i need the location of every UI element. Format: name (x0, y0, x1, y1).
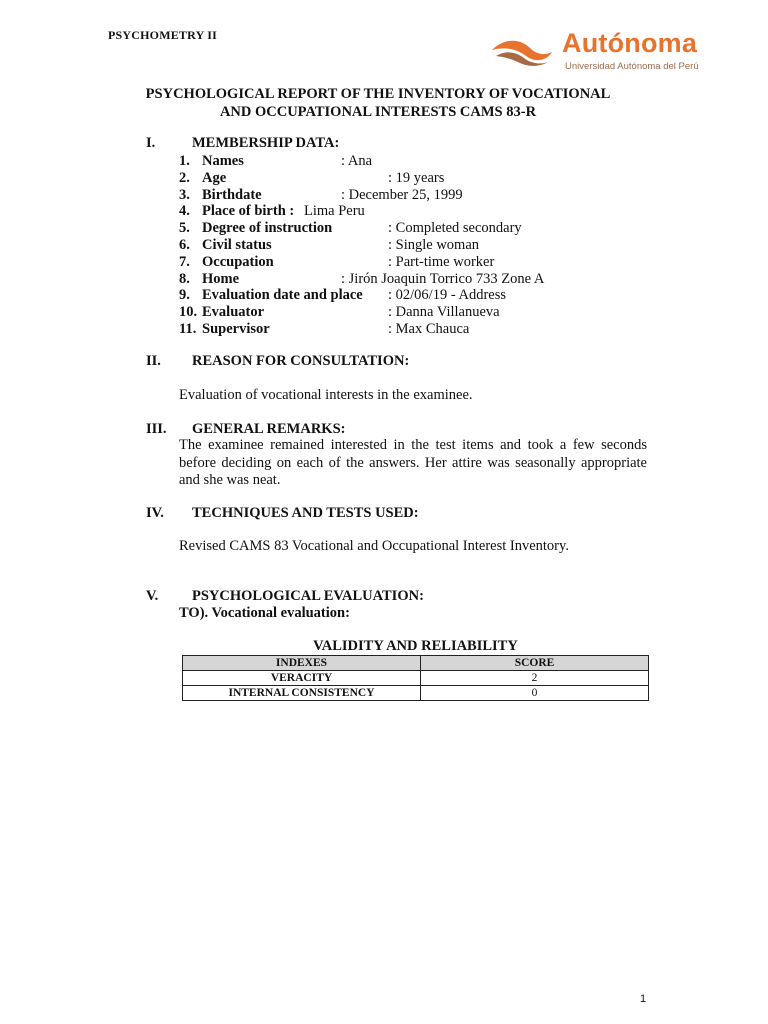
course-header: PSYCHOMETRY II (108, 28, 217, 42)
remarks-text: The examinee remained interested in the test items and took a few seconds before deciding on each of the answers. Her attire was seasonally appropriate and she was neat. (179, 437, 647, 488)
score-header: SCORE (421, 656, 649, 671)
section-number: V. (146, 588, 159, 604)
table-row (183, 671, 649, 686)
university-logo (490, 28, 700, 74)
membership-list: 1. Names : Ana 2. Age : 19 years 3. Birthdate : December 25, 1999 4. Place of birth : Lima Peru 5. Degree of instruction : Completed secondary 6. Civil status : Single woman 7. Occupation : Part-time worker 8. Home : Jirón Joaquin Torrico 733 Zone A 9. Evaluation date and place : 02/06/19 - Address 10. Evaluator : Danna Villanueva 11. Supervisor : Max Chauca (179, 153, 545, 337)
section-number: III. (146, 421, 167, 437)
indexes-header: INDEXES (183, 656, 421, 671)
report-title (100, 85, 656, 121)
validity-table (182, 655, 649, 701)
section-label: MEMBERSHIP DATA: (192, 135, 340, 151)
index-cell: INTERNAL CONSISTENCY (183, 686, 421, 701)
logo-subtitle: Universidad Autónoma del Perú (565, 61, 699, 72)
title-line-2: AND OCCUPATIONAL INTERESTS CAMS 83-R (219, 104, 537, 120)
section-number: I. (146, 135, 156, 151)
section-label: REASON FOR CONSULTATION: (192, 353, 410, 369)
index-cell: VERACITY (183, 671, 421, 686)
score-cell: 2 (421, 671, 649, 686)
section-label: GENERAL REMARKS: (192, 421, 346, 437)
reason-text: Evaluation of vocational interests in the examinee. (179, 387, 473, 403)
table-row (183, 686, 649, 701)
table-header-row (183, 656, 649, 671)
logo-mark-icon (490, 36, 556, 68)
validity-table-title: VALIDITY AND RELIABILITY (313, 638, 518, 654)
section-label: PSYCHOLOGICAL EVALUATION: (192, 588, 424, 604)
section-label: TECHNIQUES AND TESTS USED: (192, 505, 419, 521)
logo-name: Autónoma (562, 28, 698, 58)
vocational-evaluation-subheading: TO). Vocational evaluation: (179, 605, 350, 621)
techniques-text: Revised CAMS 83 Vocational and Occupational Interest Inventory. (179, 538, 569, 554)
section-number: IV. (146, 505, 164, 521)
title-line-1: PSYCHOLOGICAL REPORT OF THE INVENTORY OF VOCATIONAL (145, 86, 611, 102)
score-cell: 0 (421, 686, 649, 701)
section-number: II. (146, 353, 161, 369)
page-number: 1 (640, 993, 647, 1005)
